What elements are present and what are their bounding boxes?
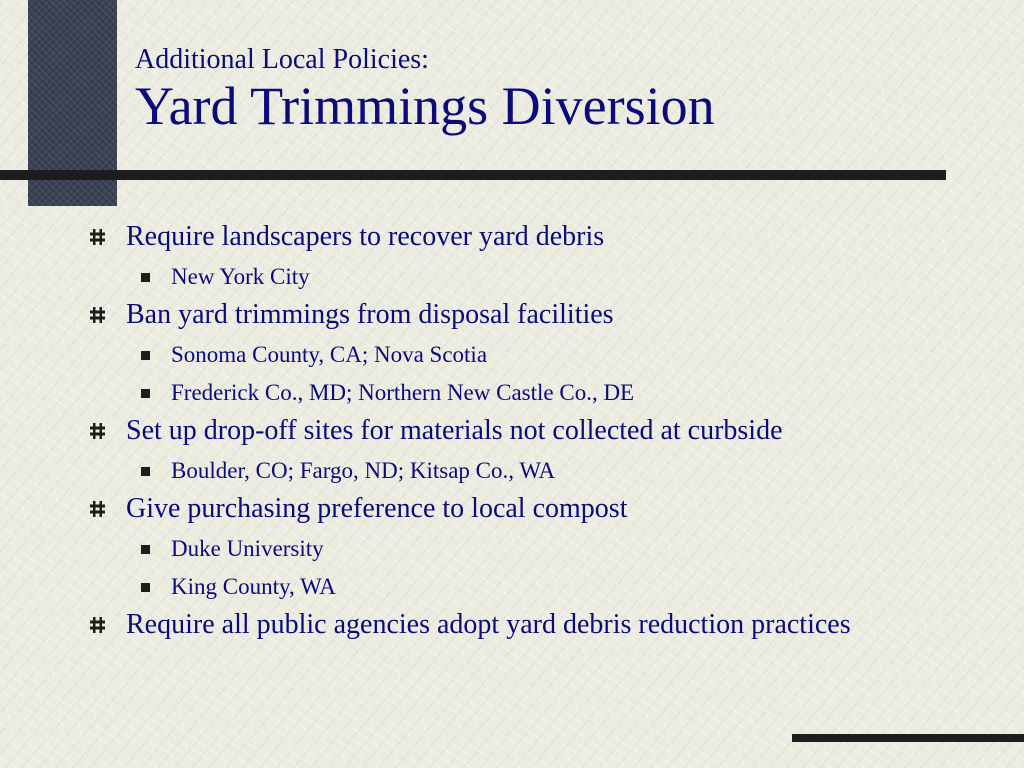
bullet-list <box>90 218 990 646</box>
slide-title: Yard Trimmings Diversion <box>135 76 715 136</box>
bullet-text: Give purchasing preference to local compost <box>126 493 628 524</box>
square-bullet-icon <box>141 545 150 554</box>
sub-bullet-item <box>90 374 990 412</box>
square-bullet-icon <box>141 389 150 398</box>
bullet-item <box>90 490 990 528</box>
sub-bullet-item <box>90 258 990 296</box>
sub-bullet-item <box>90 568 990 606</box>
bullet-text: Set up drop-off sites for materials not collected at curbside <box>126 415 783 446</box>
hash-bullet-icon <box>90 617 105 633</box>
slide-subtitle: Additional Local Policies: <box>135 44 429 75</box>
bullet-item <box>90 606 990 644</box>
sub-bullet-text: Duke University <box>171 536 324 561</box>
square-bullet-icon <box>141 467 150 476</box>
square-bullet-icon <box>141 351 150 360</box>
sub-bullet-item <box>90 336 990 374</box>
sub-bullet-text: Boulder, CO; Fargo, ND; Kitsap Co., WA <box>171 458 556 483</box>
hash-bullet-icon <box>90 229 105 245</box>
square-bullet-icon <box>141 273 150 282</box>
sub-bullet-text: Sonoma County, CA; Nova Scotia <box>171 342 488 367</box>
bullet-item <box>90 296 990 334</box>
hash-bullet-icon <box>90 501 105 517</box>
bullet-item <box>90 412 990 450</box>
title-area <box>135 42 715 136</box>
bullet-text: Ban yard trimmings from disposal facilities <box>126 299 614 330</box>
sub-bullet-text: King County, WA <box>171 574 336 599</box>
hash-bullet-icon <box>90 307 105 323</box>
title-divider-rule <box>0 170 946 180</box>
sub-bullet-item <box>90 530 990 568</box>
bullet-text: Require landscapers to recover yard debris <box>126 221 605 252</box>
square-bullet-icon <box>141 583 150 592</box>
hash-bullet-icon <box>90 423 105 439</box>
bullet-text: Require all public agencies adopt yard debris reduction practices <box>126 609 851 640</box>
bullet-item <box>90 218 990 256</box>
sub-bullet-item <box>90 452 990 490</box>
sub-bullet-text: Frederick Co., MD; Northern New Castle Co., DE <box>171 380 635 405</box>
footer-rule <box>792 734 1024 742</box>
sub-bullet-text: New York City <box>171 264 310 289</box>
